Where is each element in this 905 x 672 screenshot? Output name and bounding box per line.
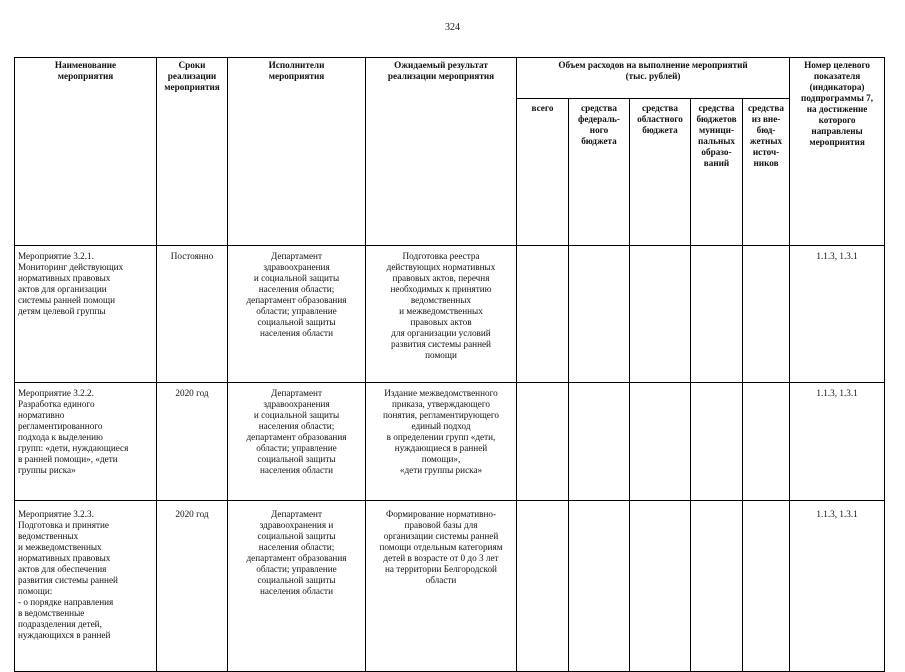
- header-federal: средства федераль- ного бюджета: [569, 99, 630, 246]
- row-executors: Департамент здравоохранения и социальной защиты населения области; департамент образования области; управление социальной защиты населения области: [228, 383, 366, 501]
- header-expenses-group: Объем расходов на выполнение мероприятий (тыс. рублей): [517, 58, 790, 99]
- row-name: Мероприятие 3.2.2. Разработка единого нормативно регламентированного подхода к выделению групп: «дети, нуждающиеся в ранней помощи», «дети группы риска»: [15, 383, 157, 501]
- row-federal: [569, 383, 630, 501]
- row-term: 2020 год: [157, 383, 228, 501]
- row-name: Мероприятие 3.2.3. Подготовка и принятие ведомственных и межведомственных нормативных правовых актов для обеспечения развития системы ранней помощи: - о порядке направления в ведомственные подразделения детей, нуждающихся в ранней: [15, 501, 157, 672]
- row-total: [517, 501, 569, 672]
- table-row: [15, 501, 885, 672]
- header-municipal: средства бюджетов муници- пальных образо- ваний: [691, 99, 743, 246]
- row-extra: [743, 501, 790, 672]
- activities-table: [14, 57, 885, 672]
- row-extra: [743, 246, 790, 383]
- row-indicator: 1.1.3, 1.3.1: [790, 501, 885, 672]
- row-total: [517, 383, 569, 501]
- row-result: Формирование нормативно- правовой базы для организации системы ранней помощи отдельным категориям детей в возрасте от 0 до 3 лет на территории Белгородской области: [366, 501, 517, 672]
- header-terms: Сроки реализации мероприятия: [157, 58, 228, 246]
- row-federal: [569, 501, 630, 672]
- row-executors: Департамент здравоохранения и социальной защиты населения области; департамент образования области; управление социальной защиты населения области: [228, 246, 366, 383]
- row-executors: Департамент здравоохранения и социальной защиты населения области; департамент образования области; управление социальной защиты населения области: [228, 501, 366, 672]
- page-number: 324: [445, 22, 460, 33]
- row-regional: [630, 383, 691, 501]
- header-expected-result: Ожидаемый результат реализации мероприятия: [366, 58, 517, 246]
- row-municipal: [691, 383, 743, 501]
- table-row: [15, 383, 885, 501]
- table-row: [15, 246, 885, 383]
- header-indicator: Номер целевого показателя (индикатора) подпрограммы 7, на достижение которого направлены мероприятия: [790, 58, 885, 246]
- row-municipal: [691, 501, 743, 672]
- row-name: Мероприятие 3.2.1. Мониторинг действующих нормативных правовых актов для организации системы ранней помощи детям целевой группы: [15, 246, 157, 383]
- header-extra: средства из вне- бюд- жетных источ- ников: [743, 99, 790, 246]
- row-total: [517, 246, 569, 383]
- header-executors: Исполнители мероприятия: [228, 58, 366, 246]
- row-term: Постоянно: [157, 246, 228, 383]
- row-term: 2020 год: [157, 501, 228, 672]
- row-result: Издание межведомственного приказа, утверждающего понятия, регламентирующего единый подход в определении групп «дети, нуждающиеся в ранней помощи», «дети группы риска»: [366, 383, 517, 501]
- row-indicator: 1.1.3, 1.3.1: [790, 246, 885, 383]
- row-federal: [569, 246, 630, 383]
- header-regional: средства областного бюджета: [630, 99, 691, 246]
- row-result: Подготовка реестра действующих нормативных правовых актов, перечня необходимых к принятию ведомственных и межведомственных правовых актов для организации условий развития системы ранней помощи: [366, 246, 517, 383]
- header-total: всего: [517, 99, 569, 246]
- row-indicator: 1.1.3, 1.3.1: [790, 383, 885, 501]
- row-regional: [630, 246, 691, 383]
- row-regional: [630, 501, 691, 672]
- row-municipal: [691, 246, 743, 383]
- header-name: Наименование мероприятия: [15, 58, 157, 246]
- row-extra: [743, 383, 790, 501]
